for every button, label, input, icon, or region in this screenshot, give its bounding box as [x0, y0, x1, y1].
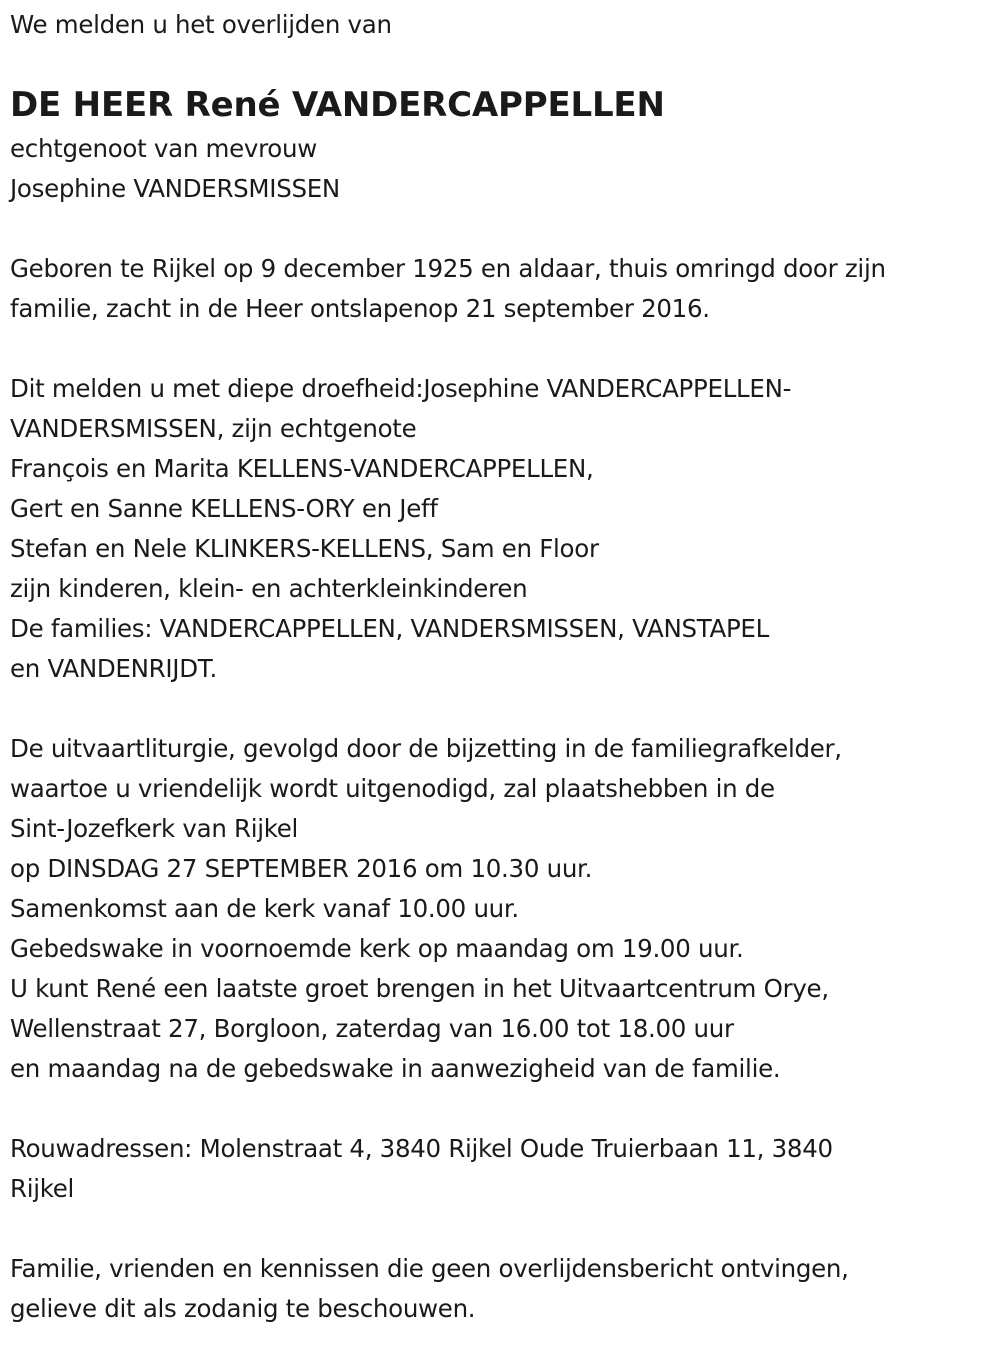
- funeral-line: Sint-Jozefkerk van Rijkel: [10, 814, 299, 843]
- funeral-line: Wellenstraat 27, Borgloon, zaterdag van 16.00 tot 18.00 uur: [10, 1014, 734, 1043]
- funeral-line: Samenkomst aan de kerk vanaf 10.00 uur.: [10, 894, 519, 923]
- family-line: Gert en Sanne KELLENS-ORY en Jeff: [10, 494, 438, 523]
- funeral-line: U kunt René een laatste groet brengen in het Uitvaartcentrum Orye,: [10, 974, 829, 1003]
- funeral-line: op DINSDAG 27 SEPTEMBER 2016 om 10.30 uur.: [10, 854, 593, 883]
- funeral-line: Gebedswake in voornoemde kerk op maandag om 19.00 uur.: [10, 934, 744, 963]
- family-line: Stefan en Nele KLINKERS-KELLENS, Sam en Floor: [10, 534, 599, 563]
- family-line: De families: VANDERCAPPELLEN, VANDERSMISSEN, VANSTAPEL: [10, 614, 769, 643]
- address-line: Rouwadressen: Molenstraat 4, 3840 Rijkel Oude Truierbaan 11, 3840: [10, 1134, 833, 1163]
- family-line: François en Marita KELLENS-VANDERCAPPELLEN,: [10, 454, 594, 483]
- family-line: Dit melden u met diepe droefheid:Josephine VANDERCAPPELLEN-: [10, 374, 792, 403]
- birth-death-line: Geboren te Rijkel op 9 december 1925 en aldaar, thuis omringd door zijn: [10, 254, 886, 283]
- closing-section: [10, 1249, 1000, 1329]
- spouse-line: Josephine VANDERSMISSEN: [10, 174, 340, 203]
- spouse-section: [10, 129, 1000, 209]
- funeral-line: en maandag na de gebedswake in aanwezigheid van de familie.: [10, 1054, 781, 1083]
- birth-death-line: familie, zacht in de Heer ontslapenop 21 september 2016.: [10, 294, 710, 323]
- funeral-line: De uitvaartliturgie, gevolgd door de bijzetting in de familiegrafkelder,: [10, 734, 842, 763]
- funeral-section: [10, 729, 1000, 1089]
- closing-line: gelieve dit als zodanig te beschouwen.: [10, 1294, 476, 1323]
- deceased-name: DE HEER René VANDERCAPPELLEN: [10, 85, 665, 125]
- family-line: zijn kinderen, klein- en achterkleinkinderen: [10, 574, 528, 603]
- address-line: Rijkel: [10, 1174, 75, 1203]
- death-notice: [10, 5, 1000, 1329]
- family-line: VANDERSMISSEN, zijn echtgenote: [10, 414, 417, 443]
- intro-text: We melden u het overlijden van: [10, 10, 392, 39]
- family-section: [10, 369, 1000, 689]
- family-line: en VANDENRIJDT.: [10, 654, 218, 683]
- addresses-section: [10, 1129, 1000, 1209]
- birth-death-section: [10, 249, 1000, 329]
- spouse-line: echtgenoot van mevrouw: [10, 134, 317, 163]
- closing-line: Familie, vrienden en kennissen die geen overlijdensbericht ontvingen,: [10, 1254, 849, 1283]
- funeral-line: waartoe u vriendelijk wordt uitgenodigd, zal plaatshebben in de: [10, 774, 775, 803]
